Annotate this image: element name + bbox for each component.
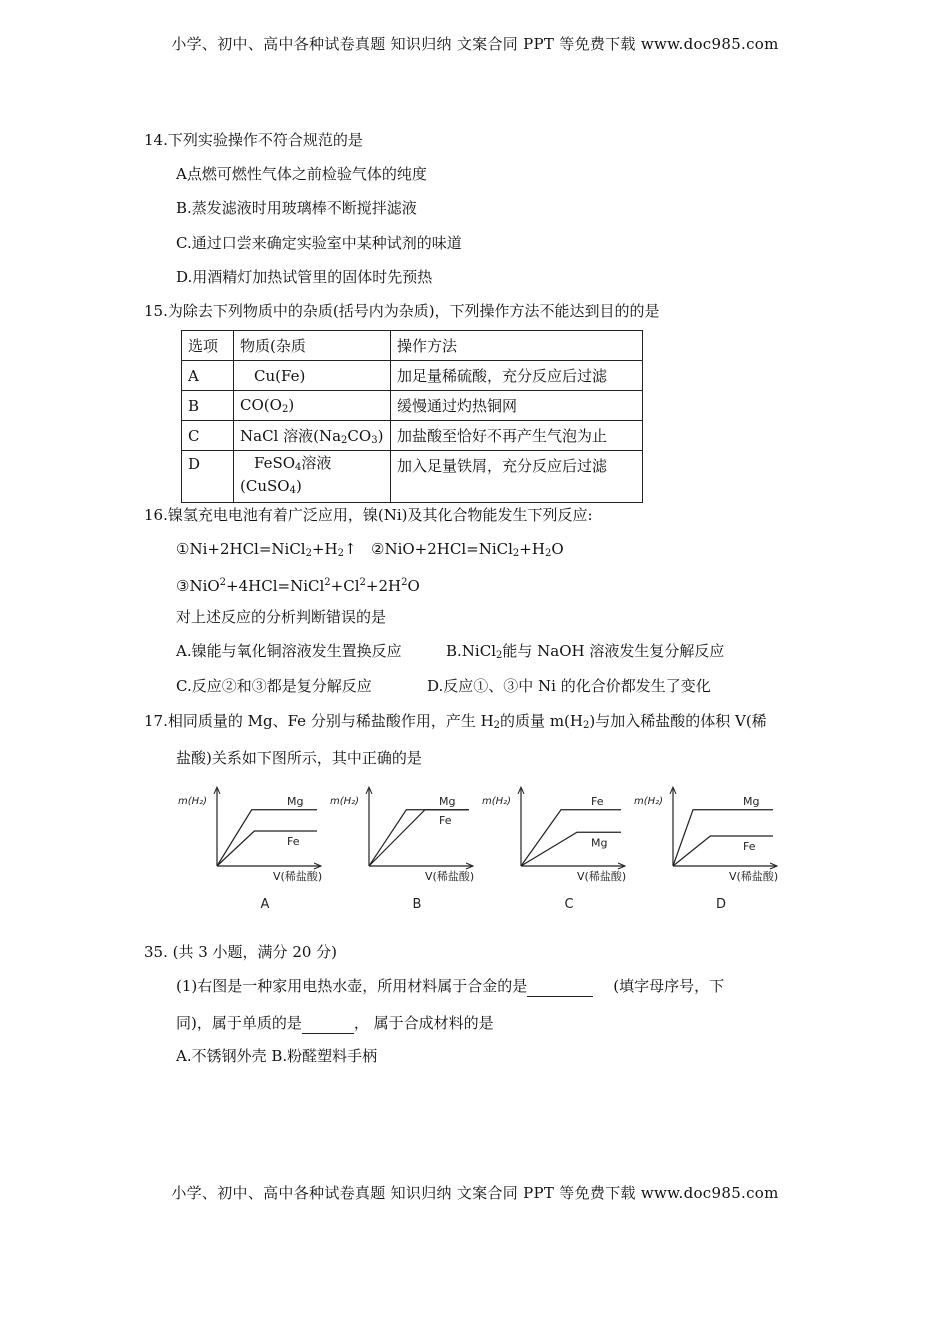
row-method: 加足量稀硫酸，充分反应后过滤 [391, 361, 643, 391]
top-banner: 小学、初中、高中各种试卷真题 知识归纳 文案合同 PPT 等免费下载 www.doc985.com [171, 35, 779, 53]
chart-d-label-fe: Fe [743, 840, 756, 853]
chart-d-label-mg: Mg [743, 794, 760, 808]
q35-heading: 35. (共 3 小题，满分 20 分) [144, 943, 338, 961]
chart-c-y-label: m(H₂) [482, 796, 512, 807]
alloy-blank[interactable] [527, 976, 593, 997]
q14-option-d: D.用酒精灯加热试管里的固体时先预热 [176, 268, 433, 286]
row-option: D [182, 451, 234, 503]
row-method: 缓慢通过灼热铜网 [391, 391, 643, 421]
chart-a-label-mg: Mg [287, 794, 304, 808]
header-substance: 物质(杂质 [234, 331, 391, 361]
row-method: 加入足量铁屑，充分反应后过滤 [391, 451, 643, 503]
table-header-row [182, 331, 643, 361]
row-substance: FeSO$_4$溶液 (CuSO$_4$) [234, 451, 391, 503]
chart-b-letter: B [412, 897, 422, 912]
chart-c-letter: C [564, 897, 574, 912]
chart-a-series-fe [217, 831, 317, 866]
chart-a-label-fe: Fe [287, 835, 300, 848]
q15-stem: 15.为除去下列物质中的杂质(括号内为杂质)，下列操作方法不能达到目的的是 [144, 302, 660, 320]
chart-a-letter: A [260, 897, 270, 912]
chart-d-series-fe [673, 836, 773, 866]
q16-option-c: C.反应②和③都是复分解反应 [176, 677, 372, 695]
q16-option-a: A.镍能与氧化铜溶液发生置换反应 [176, 642, 402, 660]
table-row [182, 451, 643, 503]
row-option: B [182, 391, 234, 421]
chart-d-x-label: V(稀盐酸) [729, 870, 779, 883]
table-row [182, 421, 643, 451]
row-method: 加盐酸至恰好不再产生气泡为止 [391, 421, 643, 451]
chart-b-x-label: V(稀盐酸) [425, 870, 475, 883]
header-method: 操作方法 [391, 331, 643, 361]
q17-charts [172, 782, 812, 912]
q16-option-b: B.NiCl$_2$能与 NaOH 溶液发生复分解反应 [446, 642, 725, 661]
q14-option-c: C.通过口尝来确定实验室中某种试剂的味道 [176, 234, 462, 252]
chart-b-series-mg [369, 810, 469, 866]
row-option: A [182, 361, 234, 391]
element-blank[interactable] [302, 1013, 354, 1034]
chart-b-series-fe [369, 810, 469, 866]
chart-d-series-mg [673, 810, 773, 866]
q16-ask: 对上述反应的分析判断错误的是 [176, 608, 387, 626]
chart-a-y-label: m(H₂) [178, 796, 208, 807]
q17-stem-line2: 盐酸)关系如下图所示，其中正确的是 [176, 749, 422, 767]
row-substance: Cu(Fe) [234, 361, 391, 391]
chart-c-label-fe: Fe [591, 794, 604, 808]
q16-option-d: D.反应①、③中 Ni 的化合价都发生了变化 [427, 677, 711, 695]
reaction-2: $②NiO+2HCl=NiCl_2+H_2O$ [371, 540, 564, 559]
q35-part1-line2: 同)，属于单质的是 ， 属于合成材料的是 [176, 1014, 494, 1032]
q17-stem-line1: 17.相同质量的 Mg、Fe 分别与稀盐酸作用，产生 $H_2$的质量 $m(H_2)$与加入稀盐酸的体积 V(稀 [144, 712, 767, 731]
q14-option-a: A点燃可燃性气体之前检验气体的纯度 [176, 165, 427, 183]
impurity-table [181, 330, 643, 503]
row-substance: NaCl 溶液$(Na_2CO_3)$ [234, 421, 391, 451]
q14-stem: 14.下列实验操作不符合规范的是 [144, 131, 363, 149]
chart-a-series-mg [217, 810, 317, 866]
reaction-1: $①Ni+2HCl=NiCl_2+H_2↑$ [176, 540, 357, 559]
reaction-3: $③NiO^2+4HCl=NiCl^2+Cl^2+2H^2O$ [176, 577, 420, 595]
chart-b-label-mg: Mg [439, 794, 456, 808]
q14-option-b: B.蒸发滤液时用玻璃棒不断搅拌滤液 [176, 199, 417, 217]
header-option: 选项 [182, 331, 234, 361]
chart-d-y-label: m(H₂) [634, 796, 664, 807]
bottom-banner: 小学、初中、高中各种试卷真题 知识归纳 文案合同 PPT 等免费下载 www.doc985.com [171, 1184, 779, 1202]
chart-c-label-mg: Mg [591, 836, 608, 850]
chart-c-x-label: V(稀盐酸) [577, 870, 627, 883]
row-substance: $CO(O_2)$ [234, 391, 391, 421]
table-row [182, 391, 643, 421]
q35-options: A.不锈钢外壳 B.粉醛塑料手柄 [176, 1047, 378, 1065]
q35-part1-line1: (1)右图是一种家用电热水壶，所用材料属于合金的是 (填字母序号，下 [176, 977, 725, 995]
table-row [182, 361, 643, 391]
chart-b-label-fe: Fe [439, 813, 452, 827]
q16-stem: 16.镍氢充电电池有着广泛应用，镍(Ni)及其化合物能发生下列反应: [144, 506, 593, 524]
chart-a-x-label: V(稀盐酸) [273, 870, 323, 883]
chart-b-y-label: m(H₂) [330, 796, 360, 807]
chart-d-letter: D [715, 897, 727, 912]
row-option: C [182, 421, 234, 451]
